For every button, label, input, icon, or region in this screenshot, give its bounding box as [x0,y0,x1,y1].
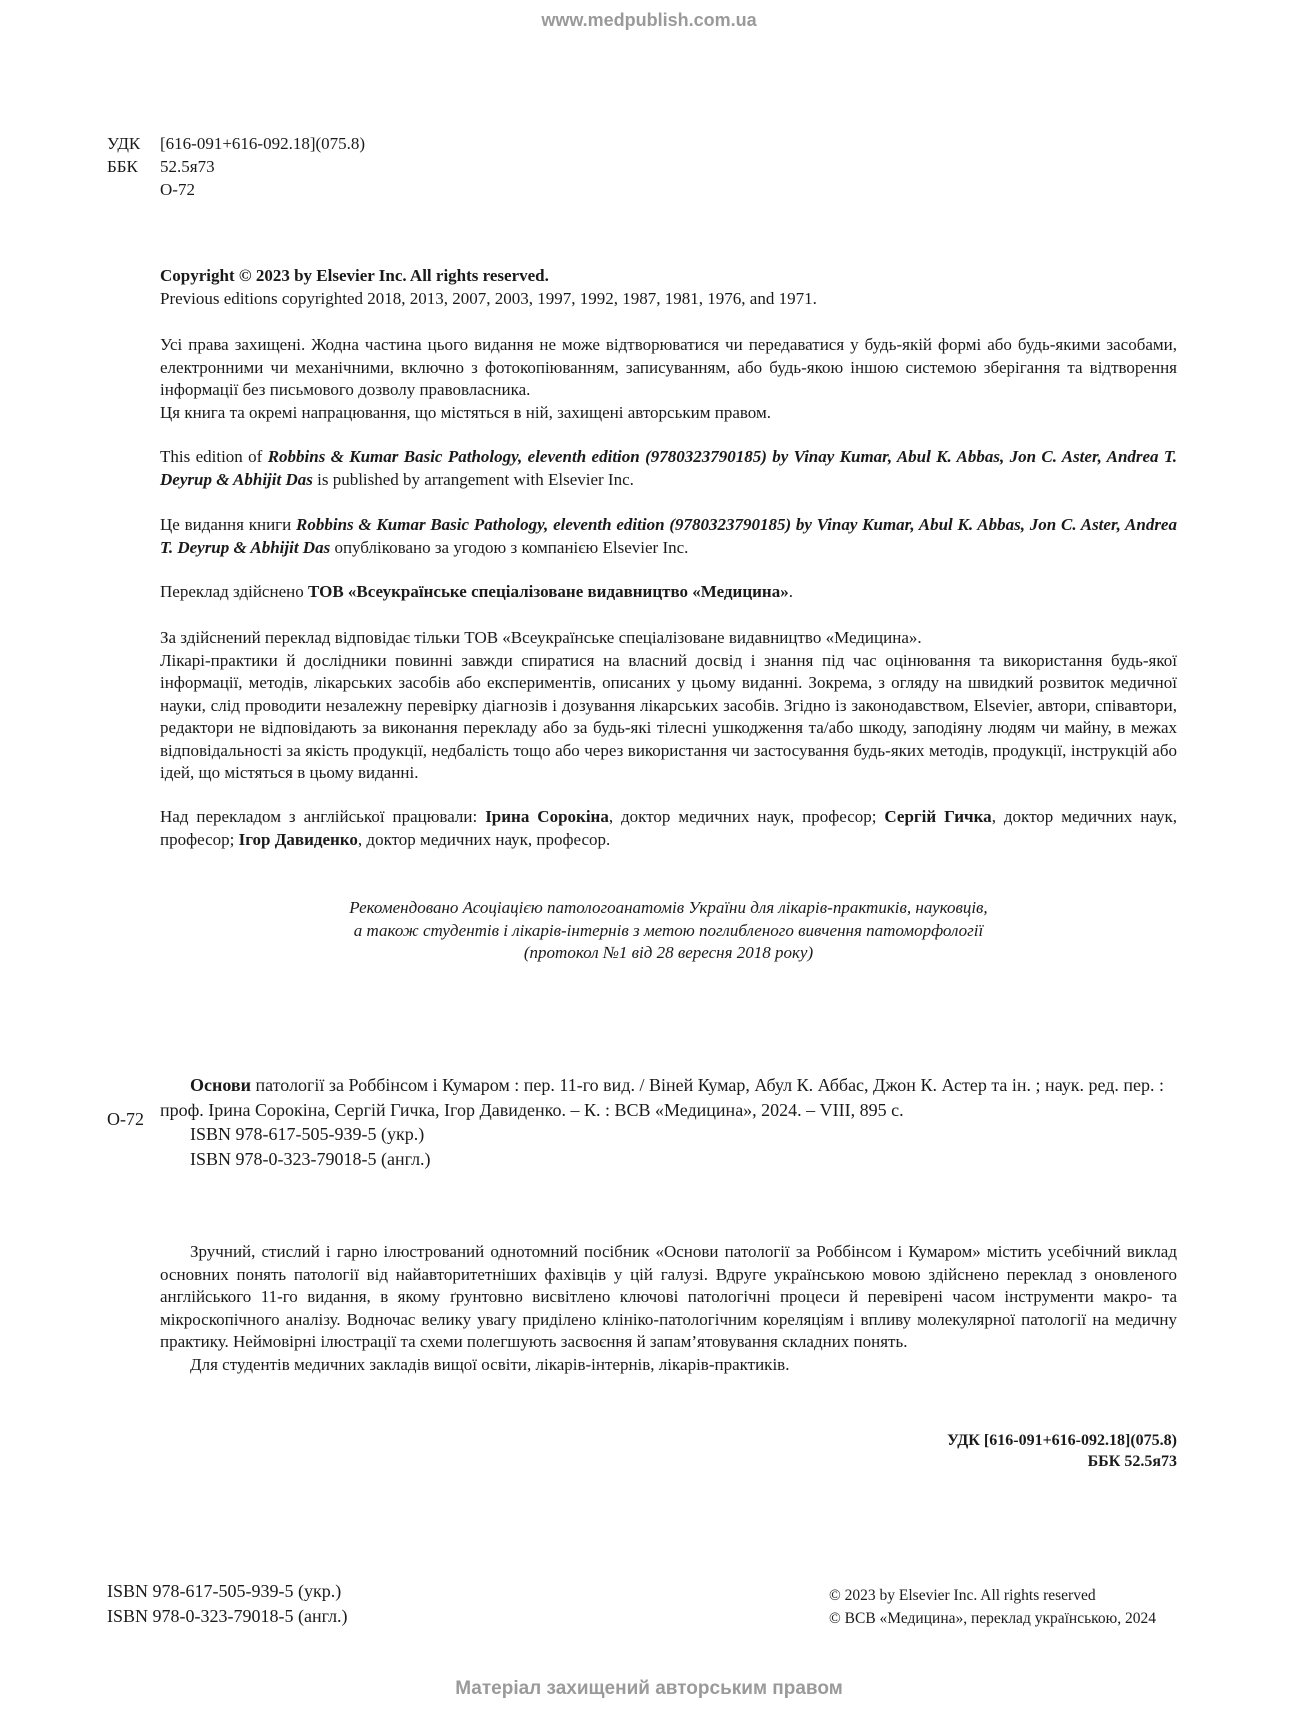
copyright-elsevier: © 2023 by Elsevier Inc. All rights reserved [829,1587,1096,1604]
edition-uk-title: Robbins & Kumar Basic Pathology, eleventh edition (9780323790185) by Vinay Kumar, Abul K. Abbas, Jon C. Aster, Andrea T. Deyrup & Abhijit Das [160,515,1177,557]
catalog-title: Основи [190,1075,252,1095]
copyright-block [160,265,1177,310]
annotation-audience: Для студентів медичних закладів вищої освіти, лікарів-інтернів, лікарів-практиків. [190,1354,790,1374]
translator-role: , доктор медичних наук, професор. [357,829,611,849]
catalog-code: О-72 [107,1109,144,1129]
edition-uk-paragraph [160,514,1177,559]
catalog-isbn-eng: ISBN 978-0-323-79018-5 (англ.) [190,1148,431,1169]
recommendation-line: а також студентів і лікарів-інтернів з метою поглибленого вивчення патоморфології [353,920,984,940]
isbn-ukr: ISBN 978-617-505-939-5 (укр.) [107,1581,342,1601]
annotation-paragraph: Зручний, стислий і гарно ілюстрований однотомний посібник «Основи патології за Роббінсом і Кумаром» містить усебічний виклад основних понять патології від найавторитетніших фахівців у цій галузі. Вдруге українською мовою здійснено переклад з оновленого англійського 11-го видання, в якому ґрунтовно висвітлено ключові патологічні процеси й перевірені часом інструменти макро- та мікроскопічного аналізу. Водночас велику увагу приділено клініко-патологічним кореляціям і впливу молекулярної патології на медичну практику. Неймовірні ілюстрації та схеми полегшують засвоєння й запам’ятовування складних понять. [160,1242,1177,1351]
footer-note: Матеріал захищений авторським правом [455,1678,843,1699]
bbk-value: 52.5я73 [160,157,215,176]
copyright-line: Copyright © 2023 by Elsevier Inc. All rights reserved. [160,266,549,285]
translator-role: , доктор медичних наук, професор; [608,807,885,826]
classification-block [107,132,365,201]
translator-role: , доктор медичних наук, професор; [160,807,1178,849]
edition-en-title: Robbins & Kumar Basic Pathology, eleventh edition (9780323790185) by Vinay Kumar, Abul K. Abbas, Jon C. Aster, Andrea T. Deyrup & Abhijit Das [160,447,1177,489]
udk-label: УДК [107,134,141,153]
translator-name: Сергій Гичка [884,807,992,826]
translation-paragraph [160,581,1177,604]
translation-org: ТОВ «Всеукраїнське спеціалізоване видавництво «Медицина» [307,582,789,601]
catalog-text: патології за Роббінсом і Кумаром : пер. 11-го вид. / Віней Кумар, Абул К. Аббас, Джон К. Астер та ін. ; наук. ред. пер. : проф. Ірина Сорокіна, Сергій Гичка, Ігор Давиденко. – К. : ВСВ «Медицина», 2024. – VIII, 895 с. [160,1075,1165,1120]
translation-prefix: Переклад здійснено [160,582,308,601]
edition-en-paragraph [160,446,1177,491]
udk-bbk-block [947,1430,1177,1472]
disclaimer-block [160,627,1177,785]
udk-value: [616-091+616-092.18](075.8) [160,134,366,153]
translator-name: Ірина Сорокіна [485,807,609,826]
author-mark: О-72 [160,180,195,199]
copyright-publisher: © ВСВ «Медицина», переклад українською, 2024 [829,1610,1156,1627]
annotation-block [160,1241,1177,1376]
edition-en-suffix: is published by arrangement with Elsevier Inc. [312,469,634,489]
edition-en-prefix: This edition of [160,447,268,466]
disclaimer-responsibility: За здійснений переклад відповідає тільки ТОВ «Всеукраїнське спеціалізоване видавництво «Медицина». [160,628,922,647]
isbn-eng: ISBN 978-0-323-79018-5 (англ.) [107,1606,348,1626]
site-url: www.medpublish.com.ua [541,10,757,30]
recommendation-block [160,897,1177,965]
disclaimer-paragraph: Лікарі-практики й дослідники повинні завжди спиратися на власний досвід і знання під час оцінювання та використання будь-якої інформації, методів, лікарських засобів або експериментів, описаних у цьому виданні. Зокрема, з огляду на швидкий розвиток медичної науки, слід проводити незалежну перевірку діагнозів і дозування лікарських засобів. Згідно із законодавством, Elsevier, автори, співавтори, редактори не відповідають за виконання перекладу або за будь-які тілесні ушкодження та/або шкоду, заподіяну людям чи майну, в межах відповідальності за якість продукції, недбалість тощо або через використання чи застосування будь-яких методів, продукції, інструкцій або ідей, що містяться в цьому виданні. [160,650,1177,782]
recommendation-protocol: (протокол №1 від 28 вересня 2018 року) [523,943,814,962]
translators-paragraph [160,806,1177,851]
translator-name: Ігор Давиденко [238,829,358,849]
translators-prefix: Над перекладом з англійської працювали: [160,807,486,826]
rights-paragraph: Усі права захищені. Жодна частина цього видання не може відтворюватися чи передаватися у будь-якій формі або будь-якими засобами, електронними чи механічними, включно з фотокопіюванням, записуванням, або будь-якою іншою системою зберігання та відтворення інформації без письмового дозволу правовласника. [160,335,1177,399]
translation-suffix: . [788,582,793,601]
recommendation-line: Рекомендовано Асоціацією патологоанатомів України для лікарів-практиків, науковців, [349,898,988,917]
bbk-line: ББК 52.5я73 [1087,1453,1177,1470]
copyright-protection-line: Ця книга та окремі напрацювання, що містяться в ній, захищені авторським правом. [160,402,771,422]
udk-line: УДК [616-091+616-092.18](075.8) [947,1432,1177,1449]
bbk-label: ББК [107,157,138,176]
rights-block [160,334,1177,424]
copyright-notice-block [829,1584,1156,1630]
catalog-entry [160,1073,1177,1171]
previous-editions-line: Previous editions copyrighted 2018, 2013, 2007, 2003, 1997, 1992, 1987, 1981, 1976, and 1971. [160,288,817,308]
edition-uk-suffix: опубліковано за угодою з компанією Elsevier Inc. [330,537,689,557]
catalog-isbn-ukr: ISBN 978-617-505-939-5 (укр.) [190,1124,425,1144]
edition-uk-prefix: Це видання книги [160,515,297,534]
isbn-block [107,1579,348,1629]
